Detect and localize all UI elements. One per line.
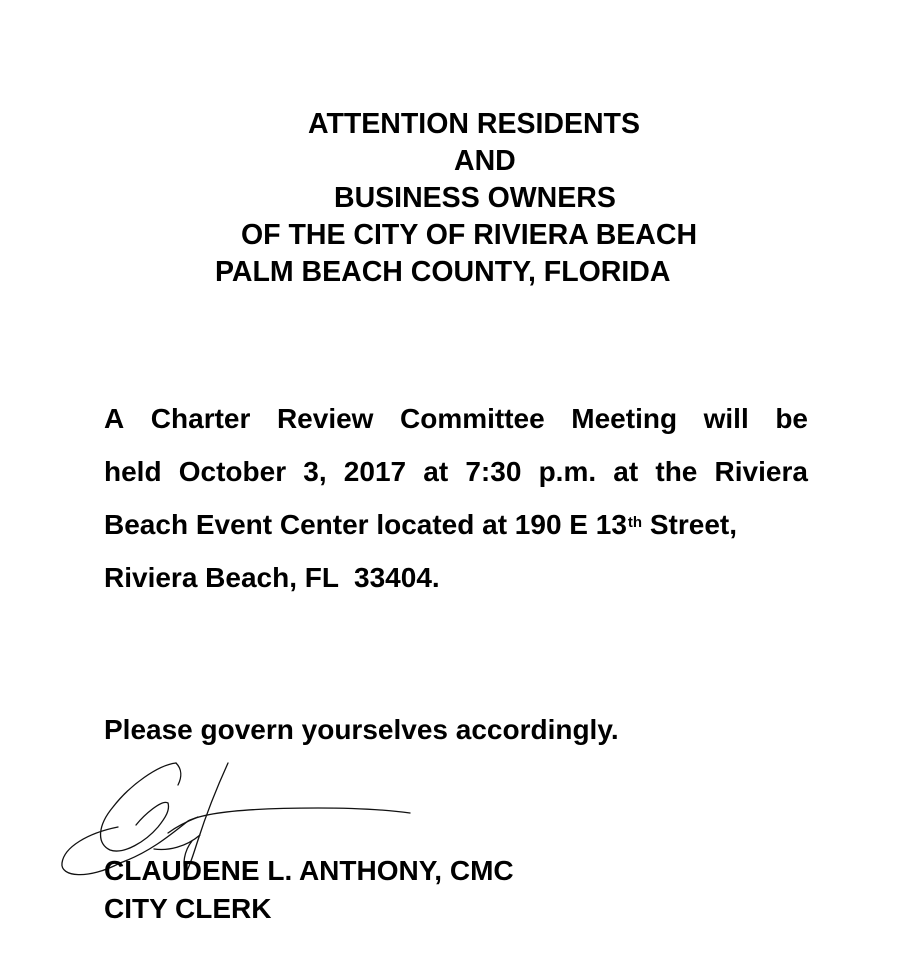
notice-word: A — [104, 403, 125, 434]
signature-block — [104, 852, 514, 928]
signatory-name: CLAUDENE L. ANTHONY, CMC — [104, 855, 514, 886]
notice-word: Riviera — [714, 456, 808, 487]
heading-line-4: OF THE CITY OF RIVIERA BEACH — [241, 219, 698, 251]
ordinal-suffix: th — [627, 514, 643, 531]
signatory-title: CITY CLERK — [104, 893, 272, 924]
heading-line-3: BUSINESS OWNERS — [334, 182, 616, 214]
notice-word: held — [104, 456, 162, 487]
notice-word: Committee — [400, 403, 545, 434]
heading-line-2: AND — [454, 145, 516, 177]
notice-line-4: Riviera Beach, FL 33404. — [104, 562, 440, 593]
heading-line-1: ATTENTION RESIDENTS — [308, 108, 640, 140]
notice-word: 2017 — [343, 456, 407, 487]
notice-word: be — [775, 403, 808, 434]
notice-word: 3, — [303, 456, 327, 487]
notice-line-3-end: Street, — [642, 509, 738, 540]
notice-word: Meeting — [571, 403, 678, 434]
closing-statement: Please govern yourselves accordingly. — [104, 714, 619, 745]
notice-line-1 — [104, 392, 808, 445]
notice-word: 7:30 — [465, 456, 522, 487]
notice-word: at — [423, 456, 449, 487]
heading-line-5: PALM BEACH COUNTY, FLORIDA — [215, 256, 671, 288]
notice-word: Charter — [150, 403, 251, 434]
notice-word: the — [655, 456, 698, 487]
notice-body — [104, 392, 808, 604]
notice-line-3 — [104, 498, 808, 551]
notice-word: p.m. — [538, 456, 597, 487]
notice-heading — [200, 106, 760, 291]
notice-word: Review — [276, 403, 374, 434]
notice-word: will — [703, 403, 749, 434]
notice-word: October — [178, 456, 287, 487]
notice-line-2 — [104, 445, 808, 498]
notice-line-3-text: Beach Event Center located at 190 E 13 — [104, 509, 627, 540]
notice-word: at — [613, 456, 639, 487]
